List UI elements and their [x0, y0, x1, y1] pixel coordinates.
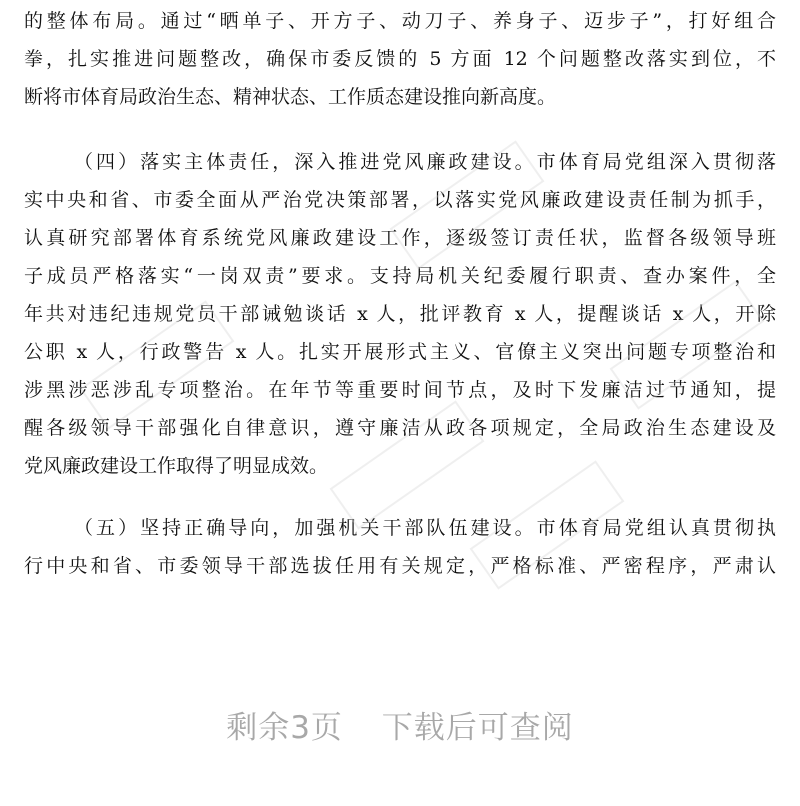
- text-line: 子成员严格落实“一岗双责”要求。支持局机关纪委履行职责、查办案件，全: [24, 265, 776, 287]
- text-line: 年共对违纪违规党员干部诫勉谈话 x 人，批评教育 x 人，提醒谈话 x 人，开除: [24, 303, 776, 325]
- text-line: 断将市体育局政治生态、精神状态、工作质态建设推向新高度。: [24, 86, 557, 108]
- remaining-pages-text: 剩余3页: [226, 710, 343, 746]
- text-line: （四）落实主体责任，深入推进党风廉政建设。市体育局党组深入贯彻落: [74, 151, 776, 173]
- paragraph-continued: [24, 0, 776, 116]
- text-line: （五）坚持正确导向，加强机关干部队伍建设。市体育局党组认真贯彻执: [74, 517, 776, 539]
- text-line: 公职 x 人，行政警告 x 人。扎实开展形式主义、官僚主义突出问题专项整治和: [24, 341, 776, 363]
- text-line: 拳，扎实推进问题整改，确保市委反馈的 5 方面 12 个问题整改落实到位，不: [24, 48, 776, 70]
- text-line: 行中央和省、市委领导干部选拔任用有关规定，严格标准、严密程序，严肃认: [24, 555, 776, 577]
- text-line: 认真研究部署体育系统党风廉政建设工作，逐级签订责任状，监督各级领导班: [24, 227, 776, 249]
- text-line: 党风廉政建设工作取得了明显成效。: [24, 455, 329, 477]
- paragraph-section-four: [24, 143, 776, 485]
- paragraph-section-five: [24, 509, 776, 585]
- download-to-view-text: 下载后可查阅: [381, 710, 574, 746]
- text-line: 实中央和省、市委全面从严治党决策部署，以落实党风廉政建设责任制为抓手，: [24, 189, 776, 211]
- text-line: 涉黑涉恶涉乱专项整治。在年节等重要时间节点，及时下发廉洁过节通知，提: [24, 379, 776, 401]
- text-line: 醒各级领导干部强化自律意识，遵守廉洁从政各项规定，全局政治生态建设及: [24, 417, 776, 439]
- download-prompt[interactable]: [0, 702, 800, 747]
- text-line: 的整体布局。通过“晒单子、开方子、动刀子、养身子、迈步子”，打好组合: [24, 10, 776, 32]
